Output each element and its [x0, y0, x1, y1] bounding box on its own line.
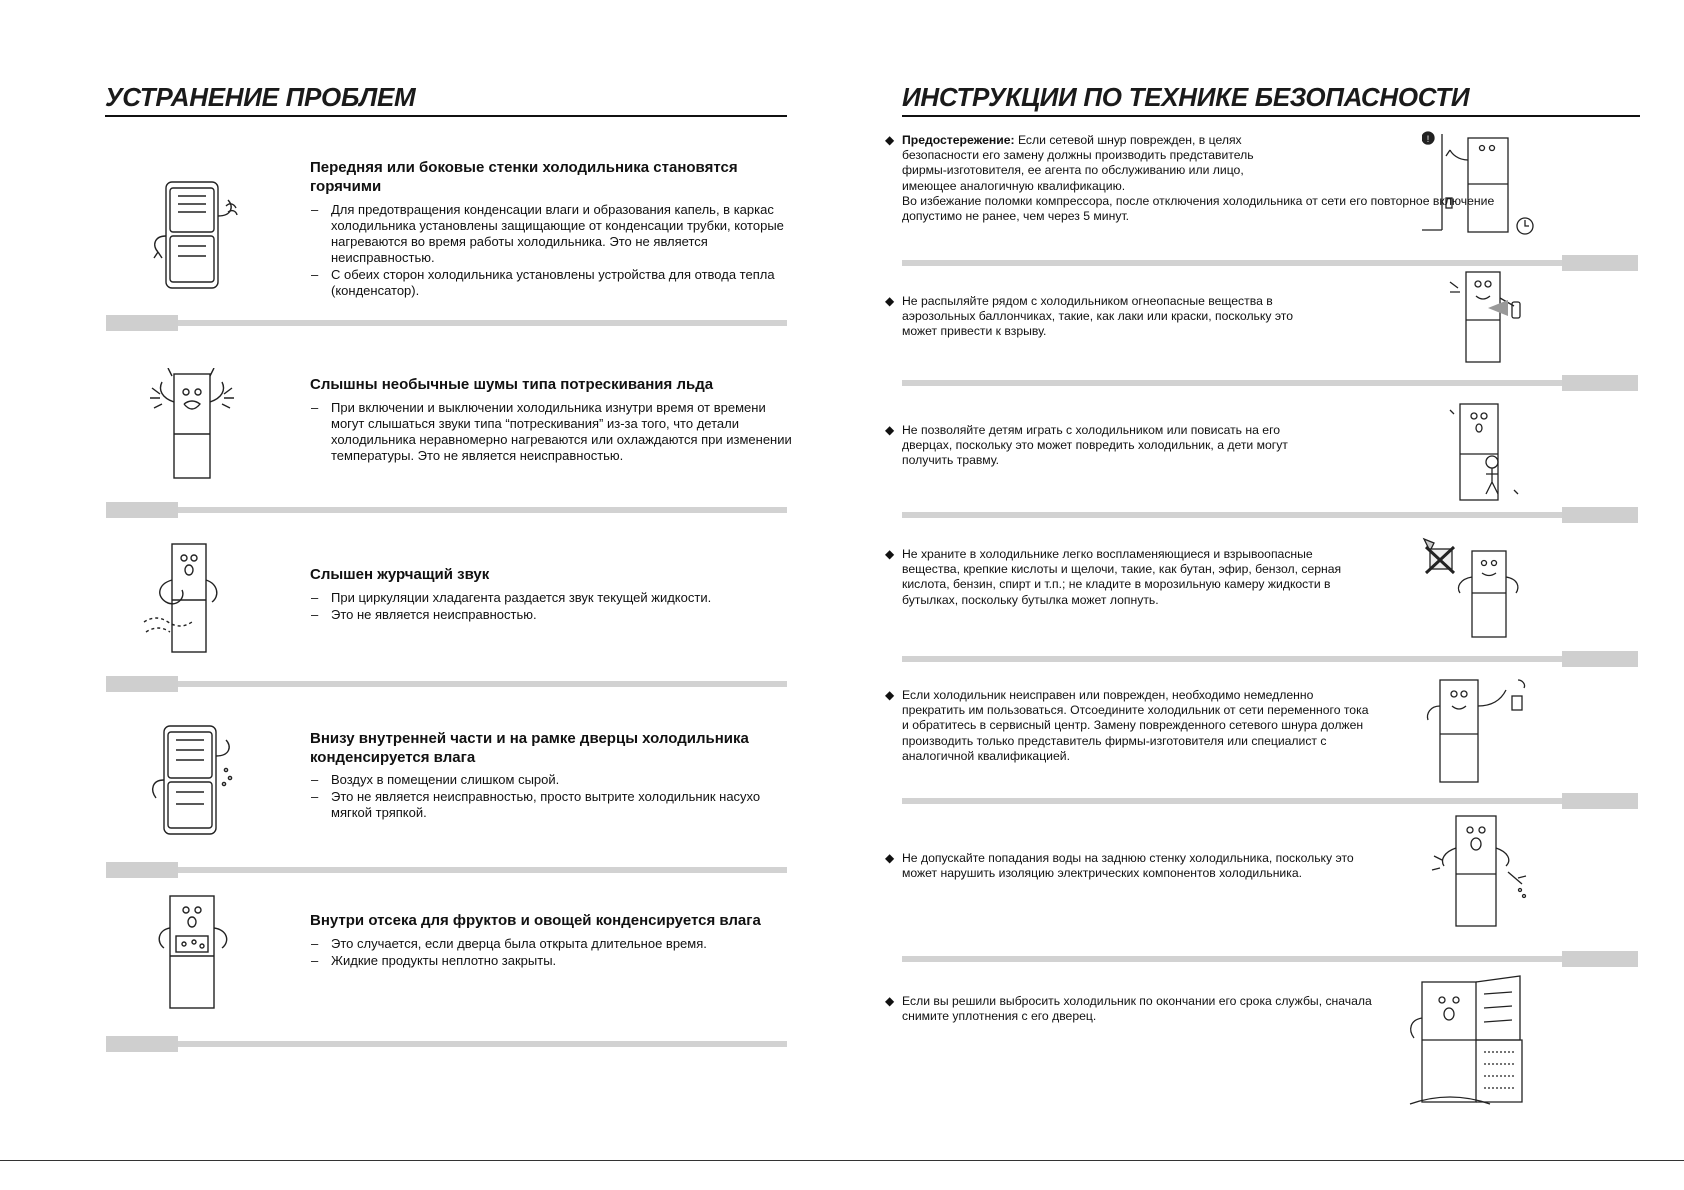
- list-item: – При циркуляции хладагента раздается звук текущей жидкости.: [310, 590, 800, 606]
- fridge-condensation-frame-icon: [146, 720, 238, 840]
- safety-item: ◆ Если вы решили выбросить холодильник по окончании его срока службы, сначала снимите уплотнения с его дверец.: [885, 994, 1372, 1024]
- diamond-bullet-icon: ◆: [885, 851, 895, 865]
- fridge-unplug-service-icon: [1422, 676, 1532, 786]
- list-item: – Жидкие продукты неплотно закрыты.: [310, 953, 800, 969]
- fridge-child-hanging-icon: [1442, 400, 1522, 504]
- safety-item: ◆ Не распыляйте рядом с холодильником огнеопасные вещества в аэрозольных баллончиках, такие, как лаки или краски, поскольку это может привести к взрыву.: [885, 294, 1294, 339]
- fridge-vegetable-drawer-icon: [152, 892, 240, 1014]
- fridge-water-back-wall-icon: [1422, 812, 1532, 930]
- section-divider: [902, 956, 1562, 962]
- diamond-bullet-icon: ◆: [885, 423, 895, 437]
- list-item: – Это случается, если дверца была открыта длительное время.: [310, 936, 800, 952]
- list-item: – Это не является неисправностью.: [310, 607, 800, 623]
- ts-item-bullets: [310, 202, 800, 300]
- list-item: – С обеих сторон холодильника установлены устройства для отвода тепла (конденсатор).: [310, 267, 800, 299]
- section-divider: [902, 260, 1562, 266]
- ts-item-title: Слышны необычные шумы типа потрескивания льда: [310, 376, 714, 393]
- section-divider: [178, 867, 787, 873]
- list-item: – Это не является неисправностью, просто вытрите холодильник насухо мягкой тряпкой.: [310, 789, 800, 821]
- fridge-open-doors-disposal-icon: [1404, 974, 1538, 1112]
- troubleshooting-heading: УСТРАНЕНИЕ ПРОБЛЕМ: [105, 82, 416, 112]
- fridge-power-cord-icon: [1422, 130, 1540, 238]
- divider-tab: [1562, 375, 1638, 391]
- section-divider: [178, 507, 787, 513]
- divider-tab: [1562, 507, 1638, 523]
- section-divider: [902, 512, 1562, 518]
- safety-item: ◆ Если холодильник неисправен или поврежден, необходимо немедленно прекратить им пользоваться. Отсоедините холодильник от сети переменного тока и обратитесь в сервисный центр. Замену поврежденного сетевого шнура должен производить только представитель фирмы-изготовителя или специалист с аналогичной квалификацией.: [885, 688, 1369, 763]
- footer-rule: [0, 1160, 1684, 1161]
- section-divider: [178, 1041, 787, 1047]
- section-divider: [178, 681, 787, 687]
- ts-item-title: Передняя или боковые стенки холодильника становятся горячими: [310, 159, 738, 195]
- ts-item-bullets: [310, 400, 800, 465]
- list-item: – Воздух в помещении слишком сырой.: [310, 772, 800, 788]
- list-item: – Для предотвращения конденсации влаги и образования капель, в каркас холодильника установлены защищающие от конденсации трубки, которые нагреваются во время работы холодильника. Это не является неисправностью.: [310, 202, 800, 266]
- fridge-hot-walls-icon: [148, 176, 240, 294]
- fridge-flammable-forbidden-icon: [1416, 533, 1526, 641]
- heading-rule: [902, 115, 1640, 117]
- safety-item: ◆ Предостережение: Если сетевой шнур поврежден, в целях безопасности его замену должны производить представитель фирмы-изготовителя, ее агента по обслуживанию или лицо, имеющее аналогичную квалификацию. Во избежание поломки компрессора, после отключения холодильника от сети его повторное включение допустимо не ранее, чем через 5 минут.: [885, 133, 1495, 224]
- divider-tab: [1562, 951, 1638, 967]
- diamond-bullet-icon: ◆: [885, 688, 895, 702]
- heading-rule: [105, 115, 787, 117]
- divider-tab: [106, 1036, 178, 1052]
- safety-heading: ИНСТРУКЦИИ ПО ТЕХНИКЕ БЕЗОПАСНОСТИ: [902, 82, 1470, 112]
- ts-item-title: Внутри отсека для фруктов и овощей конденсируется влага: [310, 912, 761, 929]
- ts-item-title: Слышен журчащий звук: [310, 566, 490, 583]
- ts-item-bullets: [310, 936, 800, 970]
- diamond-bullet-icon: ◆: [885, 294, 895, 308]
- ts-item-bullets: [310, 590, 800, 624]
- divider-tab: [106, 315, 178, 331]
- diamond-bullet-icon: ◆: [885, 133, 895, 147]
- safety-item: ◆ Не позволяйте детям играть с холодильником или повисать на его дверцах, поскольку это может повредить холодильник, а дети могут получить травму.: [885, 423, 1288, 468]
- warning-mark-icon: !: [1426, 134, 1430, 144]
- section-divider: [902, 656, 1562, 662]
- divider-tab: [1562, 793, 1638, 809]
- fridge-gurgling-icon: [142, 540, 234, 656]
- divider-tab: [1562, 651, 1638, 667]
- safety-item: ◆ Не храните в холодильнике легко воспламеняющиеся и взрывоопасные вещества, крепкие кислоты и щелочи, такие, как бутан, эфир, бензол, серная кислота, бензин, спирт и т.п.; не кладите в морозильную камеру жидкости в бутылках, поскольку бутылка может лопнуть.: [885, 547, 1342, 607]
- ts-item-title: Внизу внутренней части и на рамке дверцы холодильника конденсируется влага: [310, 730, 749, 766]
- section-divider: [902, 380, 1562, 386]
- fridge-aerosol-warning-icon: [1448, 268, 1528, 366]
- divider-tab: [1562, 255, 1638, 271]
- ts-item-bullets: [310, 772, 800, 822]
- divider-tab: [106, 676, 178, 692]
- safety-item: ◆ Не допускайте попадания воды на заднюю стенку холодильника, поскольку это может нарушить изоляцию электрических компонентов холодильника.: [885, 851, 1354, 881]
- diamond-bullet-icon: ◆: [885, 547, 895, 561]
- safety-page: [842, 0, 1684, 1190]
- diamond-bullet-icon: ◆: [885, 994, 895, 1008]
- section-divider: [902, 798, 1562, 804]
- caution-label: Предостережение:: [902, 133, 1015, 147]
- fridge-cracking-noise-icon: [148, 368, 236, 482]
- divider-tab: [106, 862, 178, 878]
- section-divider: [178, 320, 787, 326]
- list-item: – При включении и выключении холодильника изнутри время от времени могут слышаться звуки типа “потрескивания” из-за того, что детали холодильника неравномерно нагреваются или охлаждаются при изменении температуры. Это не является неисправностью.: [310, 400, 800, 464]
- divider-tab: [106, 502, 178, 518]
